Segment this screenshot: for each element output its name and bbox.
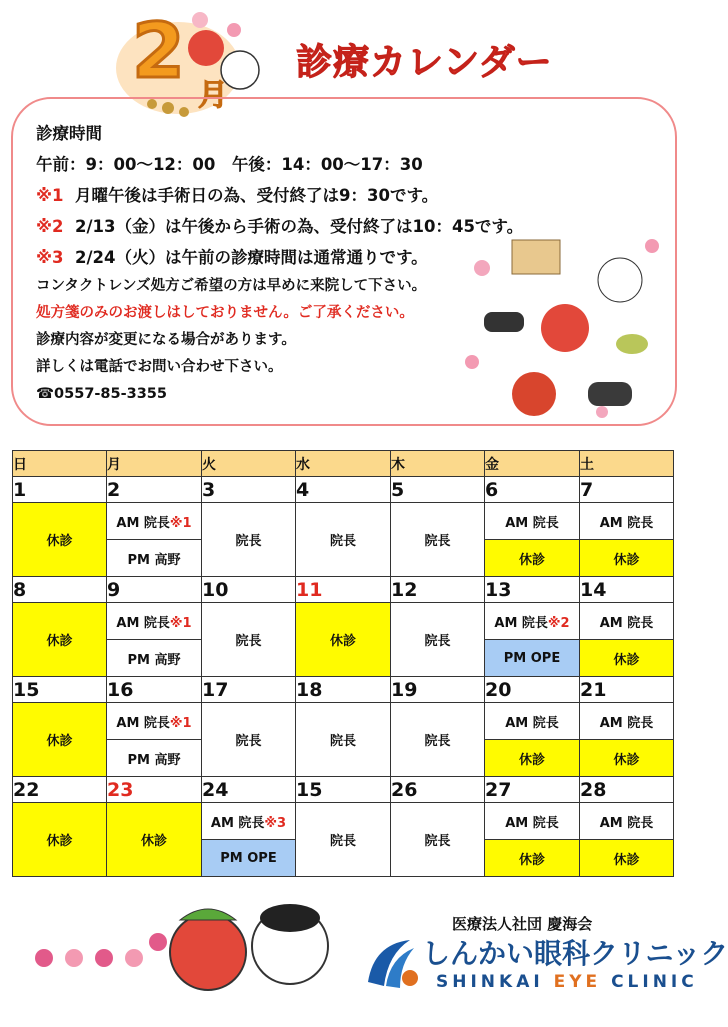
am-cell: AM 院長 bbox=[485, 803, 580, 840]
info-section bbox=[36, 118, 524, 408]
calendar-table bbox=[12, 450, 674, 877]
am-label: AM 院長 bbox=[116, 615, 170, 631]
am-cell bbox=[107, 503, 202, 540]
hours-heading: 診療時間 bbox=[36, 124, 102, 143]
closed-cell: 休診 bbox=[13, 503, 107, 577]
week-3-dates bbox=[13, 677, 674, 703]
date-cell: 8 bbox=[13, 577, 107, 603]
date-cell: 5 bbox=[391, 477, 485, 503]
note-mark: ※1 bbox=[169, 515, 192, 531]
note-text: 月曜午後は手術日の為、受付終了は9：30です。 bbox=[75, 186, 439, 205]
date-cell: 17 bbox=[202, 677, 296, 703]
am-label: AM 院長 bbox=[210, 815, 265, 831]
date-cell: 4 bbox=[296, 477, 391, 503]
note-mark: ※1 bbox=[169, 715, 192, 731]
date-cell: 14 bbox=[580, 577, 674, 603]
month-suffix: 月 bbox=[198, 78, 228, 113]
date-cell: 24 bbox=[202, 777, 296, 803]
note-text: 2/13（金）は午後から手術の為、受付終了は10：45です。 bbox=[75, 217, 524, 236]
ope-cell: PM OPE bbox=[485, 640, 580, 677]
date-cell: 27 bbox=[485, 777, 580, 803]
am-label: AM 院長 bbox=[116, 715, 170, 731]
week-4-dates bbox=[13, 777, 674, 803]
closed-cell: 休診 bbox=[13, 703, 107, 777]
clinic-name-en-part: SHINKAI bbox=[436, 972, 554, 992]
director-cell: 院長 bbox=[296, 803, 391, 877]
closed-cell: 休診 bbox=[485, 840, 580, 877]
ope-cell: PM OPE bbox=[202, 840, 296, 877]
director-cell: 院長 bbox=[296, 503, 391, 577]
pm-cell: PM 高野 bbox=[107, 540, 202, 577]
week-3-am bbox=[13, 703, 674, 740]
change-note: 診療内容が変更になる場合があります。 bbox=[36, 332, 296, 348]
date-cell: 21 bbox=[580, 677, 674, 703]
am-cell: AM 院長 bbox=[485, 703, 580, 740]
week-4-am bbox=[13, 803, 674, 840]
date-cell: 2 bbox=[107, 477, 202, 503]
hours-text: 午前：9：00～12：00 午後：14：00～17：30 bbox=[36, 155, 423, 174]
date-cell: 9 bbox=[107, 577, 202, 603]
week-1-dates bbox=[13, 477, 674, 503]
note-text: 2/24（火）は午前の診療時間は通常通りです。 bbox=[75, 248, 428, 267]
note-mark: ※2 bbox=[36, 217, 64, 236]
closed-cell: 休診 bbox=[485, 540, 580, 577]
weekday-sat: 土 bbox=[580, 451, 674, 477]
weekday-fri: 金 bbox=[485, 451, 580, 477]
am-cell bbox=[202, 803, 296, 840]
lens-note: コンタクトレンズ処方ご希望の方は早めに来院して下さい。 bbox=[36, 278, 427, 294]
date-cell: 16 bbox=[107, 677, 202, 703]
clinic-name-en bbox=[436, 972, 698, 992]
closed-cell: 休診 bbox=[13, 803, 107, 877]
date-cell: 18 bbox=[296, 677, 391, 703]
director-cell: 院長 bbox=[296, 703, 391, 777]
weekday-mon: 月 bbox=[107, 451, 202, 477]
date-cell: 6 bbox=[485, 477, 580, 503]
date-cell: 19 bbox=[391, 677, 485, 703]
date-cell: 10 bbox=[202, 577, 296, 603]
weekday-thu: 木 bbox=[391, 451, 485, 477]
weekday-wed: 水 bbox=[296, 451, 391, 477]
closed-cell: 休診 bbox=[485, 740, 580, 777]
date-cell: 7 bbox=[580, 477, 674, 503]
date-cell: 15 bbox=[296, 777, 391, 803]
note-mark: ※3 bbox=[264, 815, 287, 831]
closed-cell: 休診 bbox=[580, 540, 674, 577]
clinic-name-jp: しんかい眼科クリニック bbox=[422, 937, 728, 970]
month-number: 2 bbox=[132, 6, 185, 95]
date-cell: 20 bbox=[485, 677, 580, 703]
date-cell: 26 bbox=[391, 777, 485, 803]
am-label: AM 院長 bbox=[116, 515, 170, 531]
prescription-note: 処方箋のみのお渡しはしておりません。ご了承ください。 bbox=[36, 305, 414, 321]
footer-illustration bbox=[30, 900, 340, 1010]
director-cell: 院長 bbox=[202, 603, 296, 677]
note-mark: ※2 bbox=[547, 615, 570, 631]
pm-cell: PM 高野 bbox=[107, 640, 202, 677]
director-cell: 院長 bbox=[391, 603, 485, 677]
director-cell: 院長 bbox=[391, 703, 485, 777]
clinic-name-en-eye: EYE bbox=[553, 972, 602, 992]
clinic-logo bbox=[360, 932, 422, 994]
weekday-tue: 火 bbox=[202, 451, 296, 477]
am-cell: AM 院長 bbox=[580, 703, 674, 740]
am-cell: AM 院長 bbox=[580, 803, 674, 840]
am-cell: AM 院長 bbox=[580, 503, 674, 540]
contact-note: 詳しくは電話でお問い合わせ下さい。 bbox=[36, 359, 283, 375]
note-2 bbox=[36, 211, 524, 242]
am-cell bbox=[107, 703, 202, 740]
clinic-name-en-part: CLINIC bbox=[601, 972, 698, 992]
note-3 bbox=[36, 242, 506, 273]
closed-cell: 休診 bbox=[107, 803, 202, 877]
holiday-date-cell: 23 bbox=[107, 777, 202, 803]
date-cell: 1 bbox=[13, 477, 107, 503]
pm-cell: PM 高野 bbox=[107, 740, 202, 777]
setsubun-illustration bbox=[462, 232, 667, 422]
am-label: AM 院長 bbox=[494, 615, 548, 631]
director-cell: 院長 bbox=[202, 703, 296, 777]
week-2-dates bbox=[13, 577, 674, 603]
closed-cell: 休診 bbox=[296, 603, 391, 677]
holiday-date-cell: 11 bbox=[296, 577, 391, 603]
closed-cell: 休診 bbox=[580, 840, 674, 877]
closed-cell: 休診 bbox=[580, 740, 674, 777]
am-cell bbox=[485, 603, 580, 640]
date-cell: 12 bbox=[391, 577, 485, 603]
note-mark: ※1 bbox=[169, 615, 192, 631]
closed-cell: 休診 bbox=[13, 603, 107, 677]
weekday-sun: 日 bbox=[13, 451, 107, 477]
note-mark: ※3 bbox=[36, 248, 64, 267]
director-cell: 院長 bbox=[391, 503, 485, 577]
page-title: 診療カレンダー bbox=[296, 42, 553, 83]
week-1-am bbox=[13, 503, 674, 540]
director-cell: 院長 bbox=[202, 503, 296, 577]
am-cell: AM 院長 bbox=[580, 603, 674, 640]
phone-number[interactable]: ☎0557-85-3355 bbox=[36, 386, 167, 402]
director-cell: 院長 bbox=[391, 803, 485, 877]
note-1 bbox=[36, 180, 506, 211]
date-cell: 15 bbox=[13, 677, 107, 703]
date-cell: 13 bbox=[485, 577, 580, 603]
weekday-header bbox=[13, 451, 674, 477]
am-cell bbox=[107, 603, 202, 640]
corporation-name: 医療法人社団 慶海会 bbox=[452, 915, 593, 933]
am-cell: AM 院長 bbox=[485, 503, 580, 540]
note-mark: ※1 bbox=[36, 186, 64, 205]
week-2-am bbox=[13, 603, 674, 640]
date-cell: 22 bbox=[13, 777, 107, 803]
closed-cell: 休診 bbox=[580, 640, 674, 677]
date-cell: 28 bbox=[580, 777, 674, 803]
date-cell: 3 bbox=[202, 477, 296, 503]
